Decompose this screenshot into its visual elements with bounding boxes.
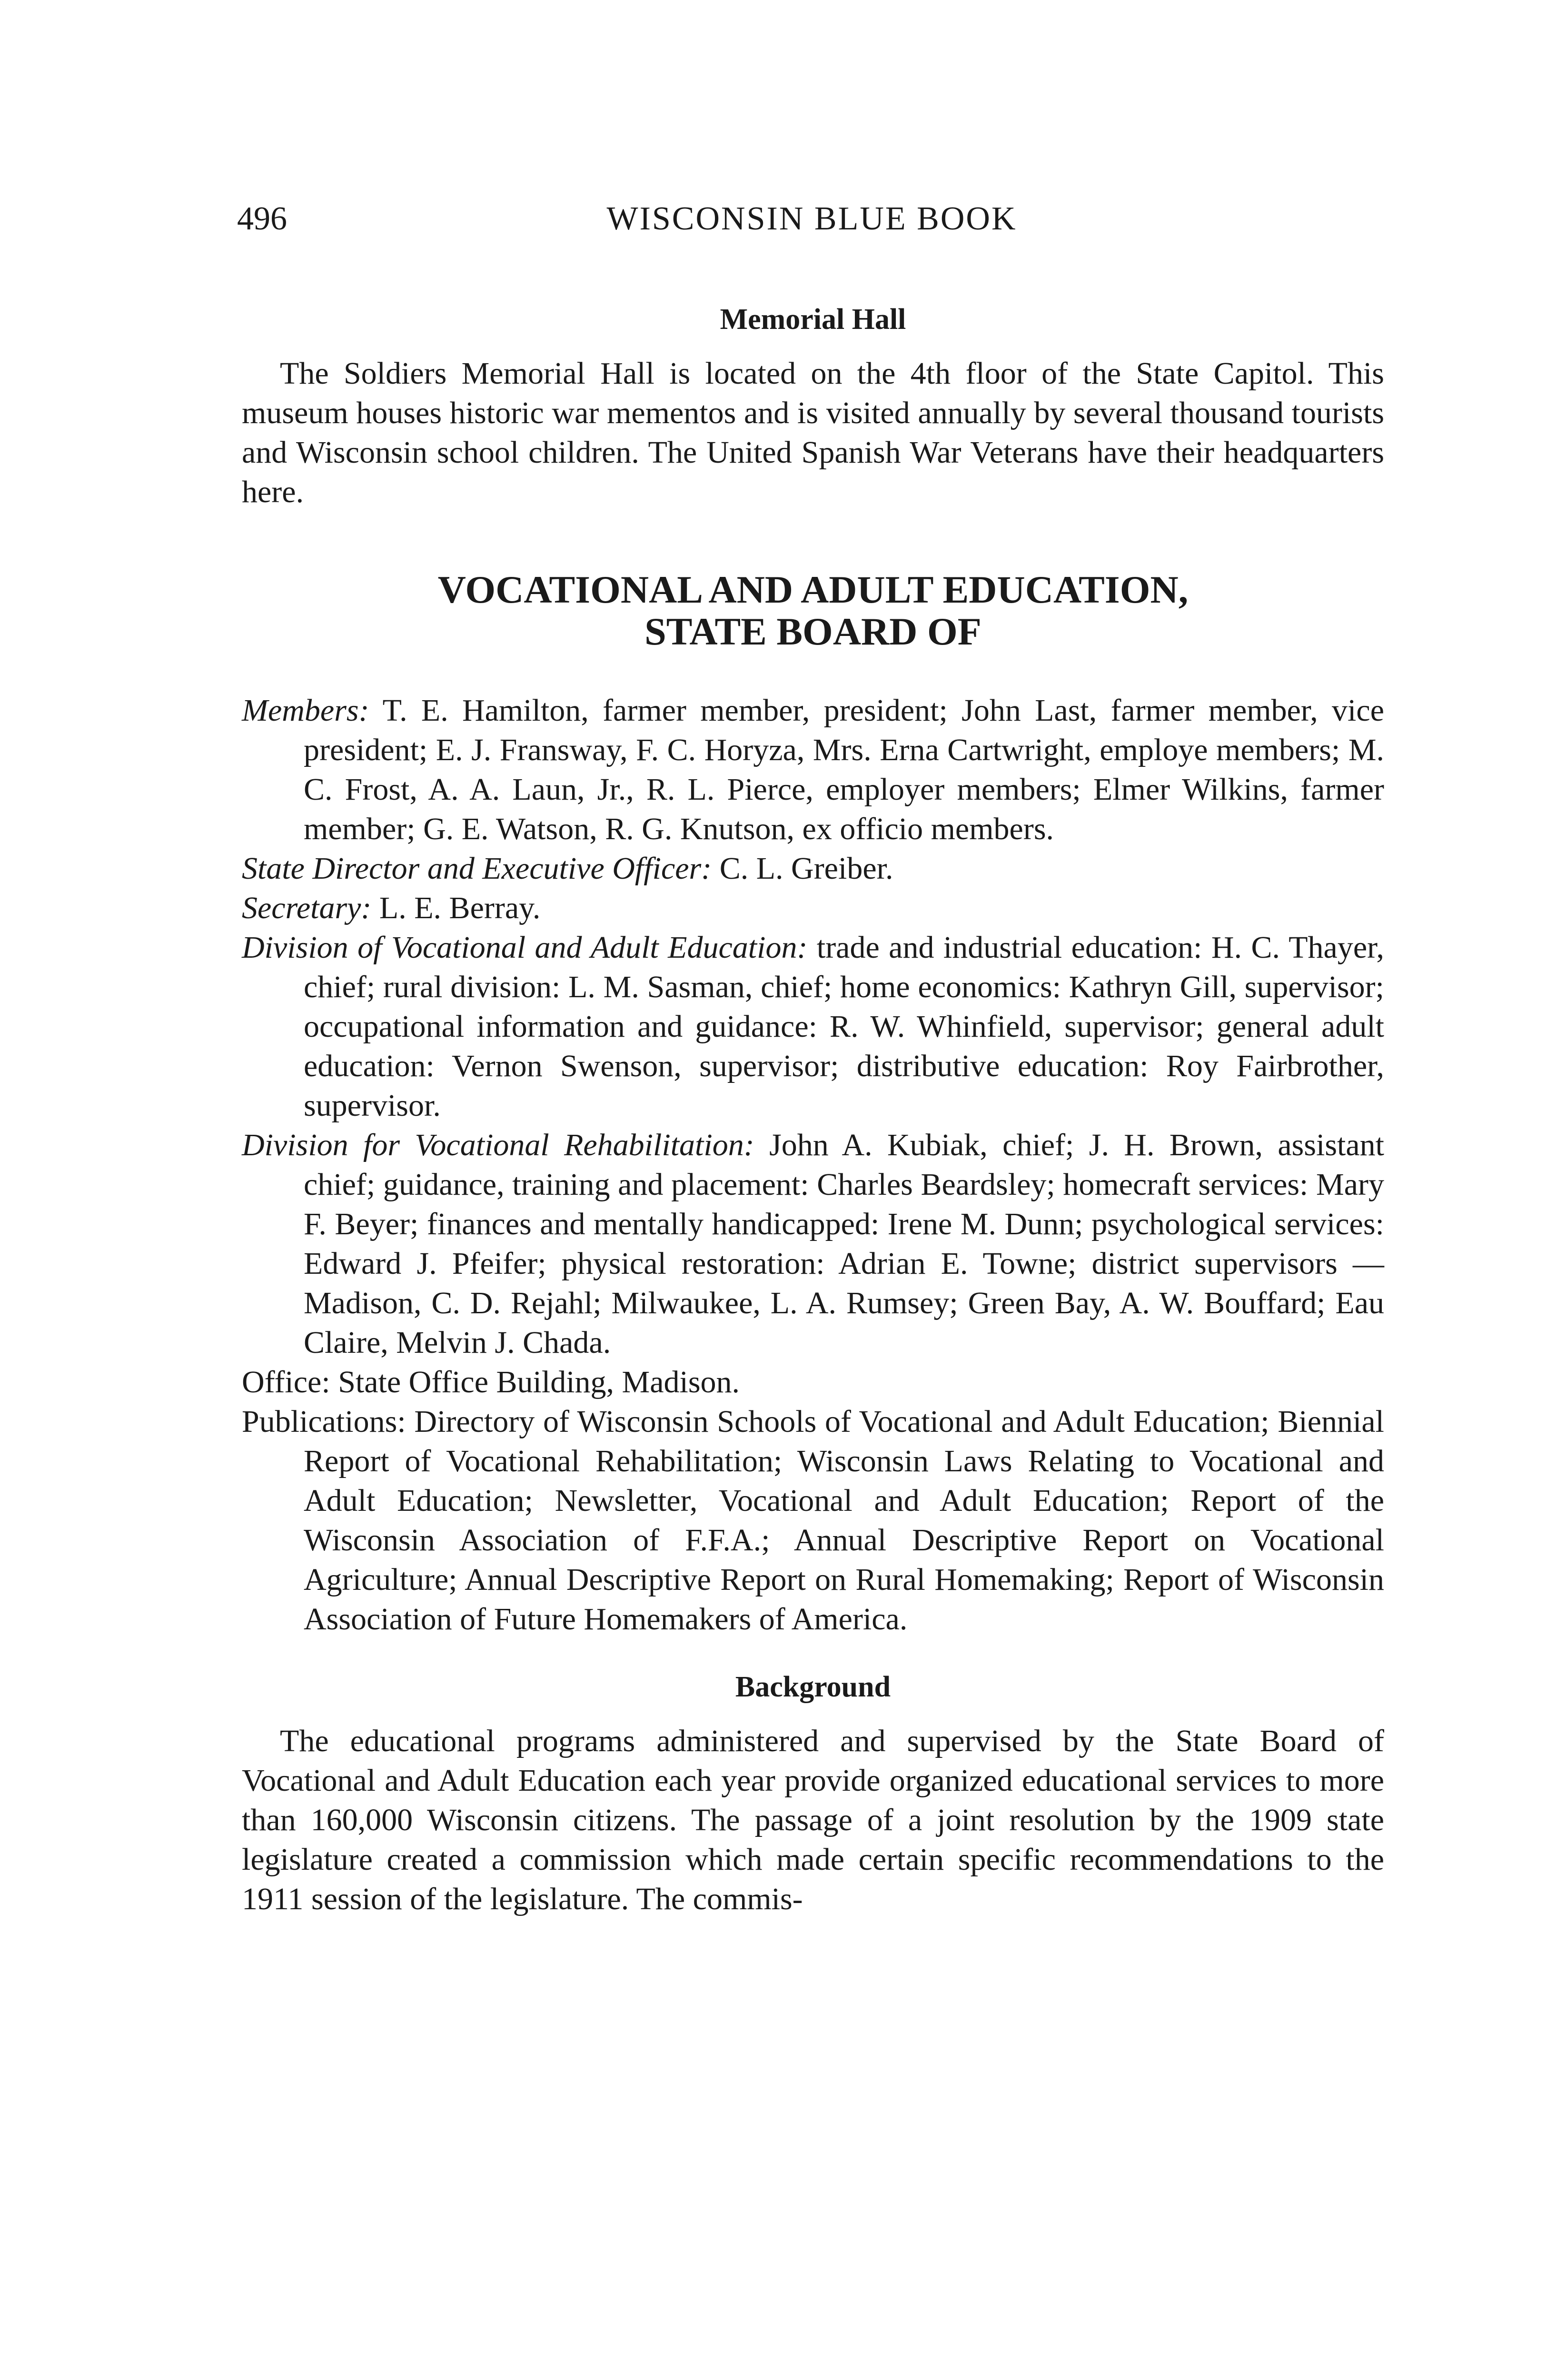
- secretary-entry: [242, 888, 1384, 928]
- memorial-hall-paragraph: The Soldiers Memorial Hall is located on the 4th floor of the State Capitol. This museum houses historic war mementos and is visited annually by several thousand tourists and Wisconsin school children. The United Spanish War Veterans have their headquarters here.: [242, 356, 1384, 509]
- publications-label: Publications:: [242, 1404, 406, 1439]
- members-text: T. E. Hamilton, farmer member, president; John Last, farmer member, vice president; E. J. Fransway, F. C. Horyza, Mrs. Erna Cartwright, employe members; M. C. Frost, A. A. Laun, Jr., R. L. Pierce, employer members; Elmer Wilkins, farmer member; G. E. Watson, R. G. Knutson, ex officio members.: [304, 693, 1384, 846]
- rehabilitation-division-label: Division for Vocational Rehabilitation:: [242, 1128, 754, 1162]
- members-entry: [242, 691, 1384, 849]
- background-paragraph: The educational programs administered and supervised by the State Board of Vocational and Adult Education each year provide organized educational services to more than 160,000 Wisconsin citizens. The passage of a joint resolution by the 1909 state legislature created a commission which made certain specific recommendations to the 1911 session of the legislature. The commis-: [242, 1724, 1384, 1916]
- running-head: [237, 200, 1387, 257]
- section-title-line-1: VOCATIONAL AND ADULT EDUCATION,: [437, 568, 1189, 611]
- publications-entry: [242, 1402, 1384, 1639]
- director-label: State Director and Executive Officer:: [242, 851, 712, 886]
- secretary-text: L. E. Berray.: [379, 891, 541, 925]
- page-number: 496: [237, 200, 287, 237]
- vocational-division-label: Division of Vocational and Adult Education:: [242, 930, 808, 965]
- members-label: Members:: [242, 693, 369, 728]
- secretary-label: Secretary:: [242, 891, 372, 925]
- director-entry: [242, 849, 1384, 888]
- rehabilitation-division-text: John A. Kubiak, chief; J. H. Brown, assistant chief; guidance, training and placement: Charles Beardsley; homecraft services: Mary F. Beyer; finances and mentally handicapped: Irene M. Dunn; psychological services: Edward J. Pfeifer; physical restoration: Adrian E. Towne; district supervisors — Madison, C. D. Rejahl; Milwaukee, L. A. Rumsey; Green Bay, A. W. Bouffard; Eau Claire, Melvin J. Chada.: [304, 1128, 1385, 1360]
- vocational-division-entry: [242, 928, 1384, 1125]
- rehabilitation-division-entry: [242, 1125, 1384, 1362]
- memorial-hall-heading: Memorial Hall: [720, 303, 906, 336]
- background-heading: Background: [735, 1671, 891, 1703]
- office-text: State Office Building, Madison.: [338, 1365, 740, 1399]
- publications-text: Directory of Wisconsin Schools of Vocational and Adult Education; Biennial Report of Vocational Rehabilitation; Wisconsin Laws Relating to Vocational and Adult Education; Newsletter, Vocational and Adult Education; Report of the Wisconsin Association of F.F.A.; Annual Descriptive Report on Vocational Agriculture; Annual Descriptive Report on Rural Homemaking; Report of Wisconsin Association of Future Homemakers of America.: [304, 1404, 1384, 1636]
- section-title: [242, 569, 1384, 653]
- office-label: Office:: [242, 1365, 330, 1399]
- director-text: C. L. Greiber.: [719, 851, 893, 886]
- book-title: WISCONSIN BLUE BOOK: [606, 200, 1017, 237]
- section-title-line-2: STATE BOARD OF: [644, 610, 981, 653]
- office-entry: [242, 1362, 1384, 1402]
- vocational-division-text: trade and industrial education: H. C. Thayer, chief; rural division: L. M. Sasman, chief; home economics: Kathryn Gill, supervisor; occupational information and guidance: R. W. Whinfield, supervisor; general adult education: Vernon Swenson, supervisor; distributive education: Roy Fairbrother, supervisor.: [304, 930, 1384, 1123]
- page-content: [242, 286, 1384, 1919]
